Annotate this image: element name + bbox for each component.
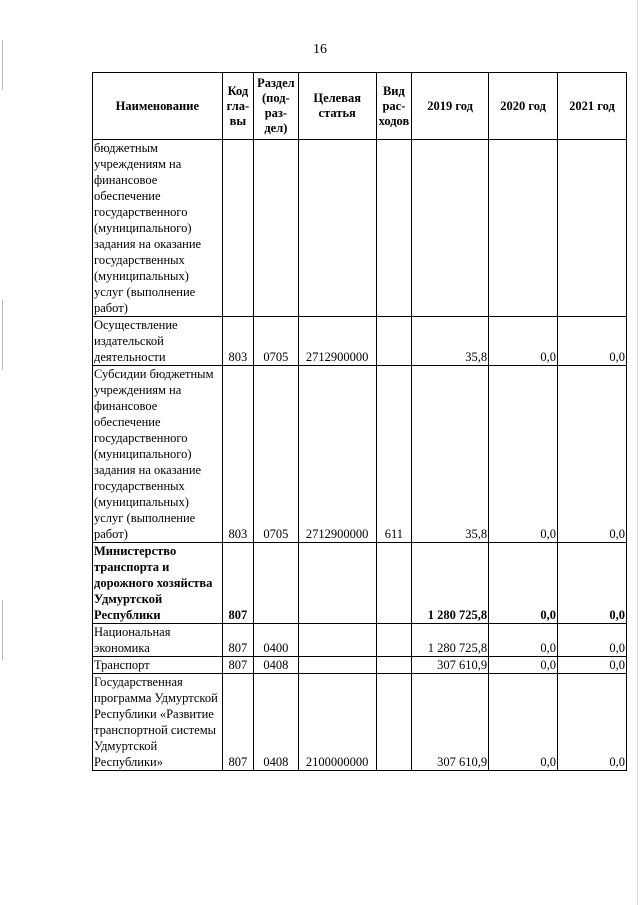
- cell-y2020: 0,0: [489, 366, 558, 543]
- cell-y2021: 0,0: [558, 543, 627, 624]
- cell-expense: 611: [376, 366, 411, 543]
- cell-section: 0408: [254, 674, 299, 771]
- cell-y2021: 0,0: [558, 657, 627, 674]
- table-row: [93, 674, 627, 771]
- table-body: [93, 140, 627, 771]
- col-header-chapter: Код гла-вы: [222, 73, 253, 140]
- cell-chapter: 807: [222, 624, 253, 657]
- cell-section: 0705: [254, 317, 299, 366]
- cell-target: [298, 543, 376, 624]
- cell-y2020: 0,0: [489, 624, 558, 657]
- cell-y2021: 0,0: [558, 624, 627, 657]
- cell-expense: [376, 674, 411, 771]
- cell-name: Транспорт: [93, 657, 223, 674]
- cell-section: 0400: [254, 624, 299, 657]
- cell-y2020: [489, 140, 558, 317]
- cell-chapter: [222, 140, 253, 317]
- cell-y2019: 1 280 725,8: [412, 543, 489, 624]
- cell-y2019: 35,8: [412, 317, 489, 366]
- cell-y2020: 0,0: [489, 674, 558, 771]
- cell-name: бюджетным учреждениям на финансовое обеспечение государственного (муниципального) задания на оказание государственных (муниципальных) услуг (выполнение работ): [93, 140, 223, 317]
- cell-y2019: [412, 140, 489, 317]
- table-row: [93, 140, 627, 317]
- cell-target: 2712900000: [298, 317, 376, 366]
- cell-y2021: 0,0: [558, 674, 627, 771]
- cell-chapter: 807: [222, 543, 253, 624]
- cell-y2019: 307 610,9: [412, 674, 489, 771]
- cell-expense: [376, 140, 411, 317]
- scan-edge-line: [637, 0, 638, 905]
- cell-target: 2100000000: [298, 674, 376, 771]
- col-header-2021: 2021 год: [558, 73, 627, 140]
- cell-expense: [376, 624, 411, 657]
- cell-section: 0705: [254, 366, 299, 543]
- cell-y2020: 0,0: [489, 657, 558, 674]
- budget-table: [92, 72, 627, 771]
- col-header-name: Наименование: [93, 73, 223, 140]
- cell-section: [254, 543, 299, 624]
- cell-target: [298, 140, 376, 317]
- table-row: [93, 657, 627, 674]
- table-row: [93, 543, 627, 624]
- col-header-2019: 2019 год: [412, 73, 489, 140]
- cell-y2019: 307 610,9: [412, 657, 489, 674]
- cell-expense: [376, 317, 411, 366]
- cell-name: Министерство транспорта и дорожного хозяйства Удмуртской Республики: [93, 543, 223, 624]
- cell-name: Субсидии бюджетным учреждениям на финансовое обеспечение государственного (муниципального) задания на оказание государственных (муниципальных) услуг (выполнение работ): [93, 366, 223, 543]
- table-row: [93, 317, 627, 366]
- cell-chapter: 807: [222, 657, 253, 674]
- cell-expense: [376, 657, 411, 674]
- scan-edge-mark: [2, 300, 3, 370]
- col-header-section: Раздел (под-раз-дел): [254, 73, 299, 140]
- cell-y2020: 0,0: [489, 543, 558, 624]
- cell-target: [298, 624, 376, 657]
- cell-section: [254, 140, 299, 317]
- cell-y2020: 0,0: [489, 317, 558, 366]
- table-row: [93, 624, 627, 657]
- cell-y2019: 35,8: [412, 366, 489, 543]
- cell-target: 2712900000: [298, 366, 376, 543]
- cell-target: [298, 657, 376, 674]
- col-header-target: Целевая статья: [298, 73, 376, 140]
- page-number: 16: [313, 42, 327, 57]
- cell-chapter: 803: [222, 317, 253, 366]
- cell-chapter: 807: [222, 674, 253, 771]
- scan-edge-mark: [2, 600, 3, 660]
- table-header-row: [93, 73, 627, 140]
- cell-name: Осуществление издательской деятельности: [93, 317, 223, 366]
- col-header-2020: 2020 год: [489, 73, 558, 140]
- cell-y2021: [558, 140, 627, 317]
- cell-name: Государственная программа Удмуртской Республики «Развитие транспортной системы Удмуртской Республики»: [93, 674, 223, 771]
- cell-name: Национальная экономика: [93, 624, 223, 657]
- cell-expense: [376, 543, 411, 624]
- cell-y2021: 0,0: [558, 317, 627, 366]
- col-header-expense: Вид рас-ходов: [376, 73, 411, 140]
- cell-y2019: 1 280 725,8: [412, 624, 489, 657]
- table-row: [93, 366, 627, 543]
- cell-chapter: 803: [222, 366, 253, 543]
- cell-section: 0408: [254, 657, 299, 674]
- cell-y2021: 0,0: [558, 366, 627, 543]
